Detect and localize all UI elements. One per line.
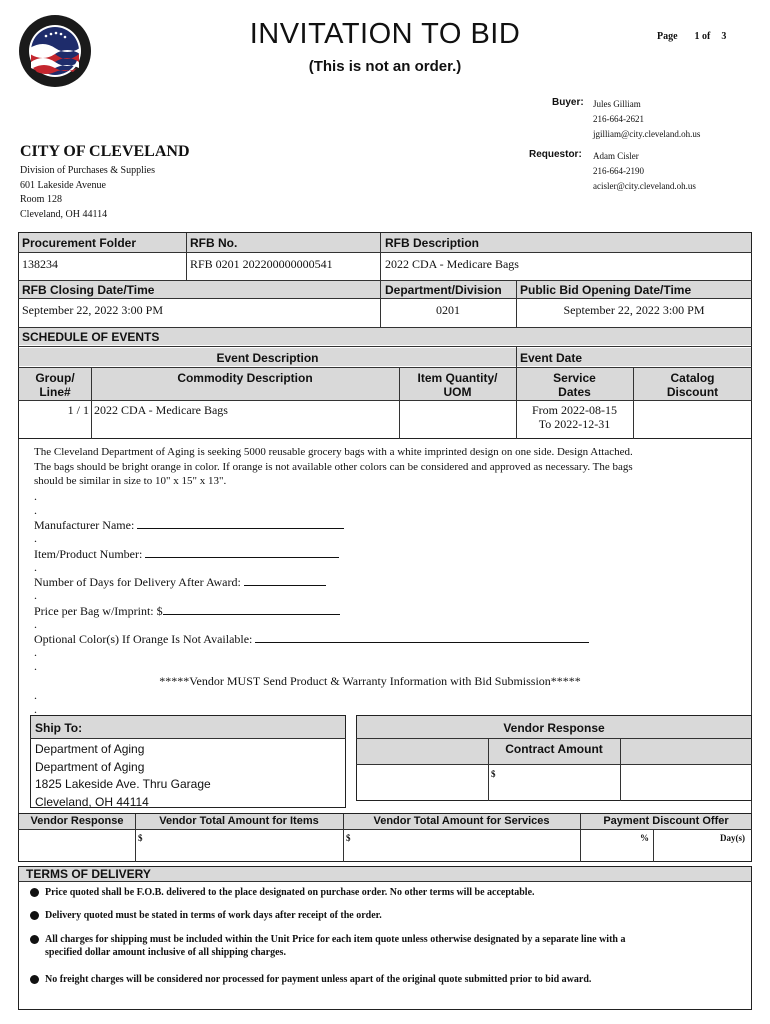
term-delivery-days: Delivery quoted must be stated in terms of work days after receipt of the order.	[45, 910, 382, 921]
description-block	[34, 445, 633, 489]
manufacturer-label: Manufacturer Name:	[34, 518, 135, 532]
opening-label: Public Bid Opening Date/Time	[520, 283, 692, 297]
department-value: 0201	[436, 303, 460, 317]
item-line-number: 1 / 1	[67, 403, 89, 417]
procurement-folder-value: 138234	[22, 257, 58, 271]
bullet-icon	[30, 888, 39, 897]
term-shipping-charges	[45, 933, 625, 959]
ship-to-label: Ship To:	[35, 721, 83, 735]
group-line-header	[19, 371, 91, 399]
rfb-description-value: 2022 CDA - Medicare Bags	[385, 257, 519, 271]
discount-days-input[interactable]	[720, 833, 745, 843]
service-header-line1: Service	[553, 371, 596, 385]
items-dollar-sign: $	[138, 833, 143, 843]
total-items-header: Vendor Total Amount for Items	[159, 815, 319, 827]
page-label: Page	[657, 31, 678, 42]
buyer-name: Jules Gilliam	[593, 99, 641, 109]
contract-dollar-sign: $	[491, 769, 496, 779]
commodity-header: Commodity Description	[177, 371, 313, 385]
org-address1: 601 Lakeside Avenue	[20, 179, 106, 191]
manufacturer-field[interactable]	[34, 516, 344, 533]
org-city: Cleveland, OH 44114	[20, 208, 108, 220]
item-number-field[interactable]	[34, 545, 339, 562]
requestor-label: Requestor:	[529, 149, 582, 160]
page-number: 1 of	[694, 31, 711, 42]
payment-discount-header: Payment Discount Offer	[603, 815, 729, 827]
opening-value: September 22, 2022 3:00 PM	[563, 303, 705, 317]
description-line3: should be similar in size to 10" x 15" x 13".	[34, 475, 227, 487]
quantity-header-line2: UOM	[443, 385, 472, 399]
days-label: Day(s)	[720, 833, 745, 843]
service-dates-header	[516, 371, 633, 399]
spacer-dot: .	[34, 489, 37, 503]
term-shipping-line1: All charges for shipping must be included within the Unit Price for each item quote unless otherwise designated by a separate line with a	[45, 934, 626, 945]
bullet-icon	[30, 935, 39, 944]
item-service-dates	[516, 403, 633, 431]
description-line2: The bags should be bright orange in color. If orange is not available other colors can be considered and approved as necessary. The bags	[34, 460, 633, 473]
catalog-header-line1: Catalog	[670, 371, 715, 385]
item-service-to: To 2022-12-31	[538, 417, 611, 431]
percent-sign: %	[640, 833, 649, 843]
vendor-response-title: Vendor Response	[503, 721, 605, 735]
services-dollar-sign: $	[346, 833, 351, 843]
catalog-header-line2: Discount	[666, 385, 719, 399]
contract-amount-input[interactable]	[491, 769, 496, 779]
buyer-label: Buyer:	[552, 97, 584, 108]
requestor-contact	[593, 149, 696, 194]
closing-value: September 22, 2022 3:00 PM	[22, 303, 163, 317]
ship-to-line4: Cleveland, OH 44114	[35, 794, 149, 809]
event-date-header: Event Date	[520, 351, 583, 365]
procurement-folder-label: Procurement Folder	[22, 236, 137, 250]
price-label: Price per Bag w/Imprint: $	[34, 604, 163, 618]
total-items-input[interactable]	[138, 833, 143, 843]
item-description: 2022 CDA - Medicare Bags	[94, 403, 228, 417]
bullet-icon	[30, 911, 39, 920]
org-address	[20, 164, 155, 222]
delivery-days-blank[interactable]	[244, 573, 326, 586]
vendor-must-note: *****Vendor MUST Send Product & Warranty Information with Bid Submission*****	[159, 674, 581, 688]
department-label: Department/Division	[385, 283, 502, 297]
page-total: 3	[721, 31, 727, 42]
manufacturer-blank[interactable]	[137, 516, 344, 529]
group-header-line1: Group/	[35, 371, 75, 385]
terms-title: TERMS OF DELIVERY	[26, 867, 151, 881]
ship-to-line2: Department of Aging	[35, 759, 145, 774]
quantity-header	[399, 371, 516, 399]
contract-amount-label: Contract Amount	[505, 742, 603, 756]
page-title: INVITATION TO BID	[249, 18, 521, 50]
service-header-line2: Dates	[558, 385, 591, 399]
item-service-from: From 2022-08-15	[532, 403, 617, 417]
price-blank[interactable]	[163, 602, 340, 615]
buyer-phone: 216-664-2621	[593, 114, 644, 124]
ship-to-address	[35, 741, 211, 811]
term-fob: Price quoted shall be F.O.B. delivered to the place designated on purchase order. No other terms will be acceptable.	[45, 887, 535, 898]
spacer-dot: .	[34, 560, 37, 574]
spacer-dot: .	[34, 702, 37, 716]
event-description-header: Event Description	[216, 351, 319, 365]
page-subtitle: (This is not an order.)	[308, 58, 462, 75]
spacer-dot: .	[34, 531, 37, 545]
requestor-phone: 216-664-2190	[593, 166, 644, 176]
schedule-title: SCHEDULE OF EVENTS	[22, 330, 160, 344]
ship-to-line1: Department of Aging	[35, 742, 145, 756]
term-shipping-line2: specified dollar amount inclusive of all shipping charges.	[45, 947, 286, 958]
optional-color-label: Optional Color(s) If Orange Is Not Available:	[34, 632, 253, 646]
delivery-days-label: Number of Days for Delivery After Award:	[34, 575, 241, 589]
item-number-label: Item/Product Number:	[34, 547, 143, 561]
ship-to-line3: 1825 Lakeside Ave. Thru Garage	[35, 777, 211, 791]
optional-color-blank[interactable]	[255, 630, 589, 643]
rfb-description-label: RFB Description	[385, 236, 480, 250]
totals-vendor-response-header: Vendor Response	[30, 815, 124, 827]
org-address2: Room 128	[20, 194, 62, 205]
rfb-no-label: RFB No.	[190, 236, 238, 250]
org-division: Division of Purchases & Supplies	[20, 165, 155, 176]
org-name: CITY OF CLEVELAND	[20, 143, 190, 160]
spacer-dot: .	[34, 503, 37, 517]
bullet-icon	[30, 975, 39, 984]
total-services-input[interactable]	[346, 833, 351, 843]
catalog-discount-header	[633, 371, 752, 399]
buyer-email: jgilliam@city.cleveland.oh.us	[593, 129, 701, 139]
total-services-header: Vendor Total Amount for Services	[373, 815, 550, 827]
delivery-days-field[interactable]	[34, 573, 326, 590]
rfb-no-value: RFB 0201 202200000000541	[190, 257, 333, 271]
spacer-dot: .	[34, 617, 37, 631]
spacer-dot: .	[34, 688, 37, 702]
group-header-line2: Line#	[39, 385, 71, 399]
buyer-contact	[593, 97, 700, 142]
spacer-dot: .	[34, 645, 37, 659]
price-field[interactable]	[34, 602, 340, 619]
optional-color-field[interactable]	[34, 630, 589, 647]
requestor-name: Adam Cisler	[593, 151, 639, 161]
spacer-dot: .	[34, 659, 37, 673]
closing-label: RFB Closing Date/Time	[22, 283, 155, 297]
quantity-header-line1: Item Quantity/	[417, 371, 498, 385]
spacer-dot: .	[34, 588, 37, 602]
item-number-blank[interactable]	[145, 545, 339, 558]
description-line1: The Cleveland Department of Aging is seeking 5000 reusable grocery bags with a white imprinted design on one side. Design Attached.	[34, 446, 633, 458]
term-freight: No freight charges will be considered nor processed for payment unless apart of the original quote submitted prior to bid award.	[45, 974, 592, 985]
discount-percent-input[interactable]	[640, 833, 649, 843]
requestor-email: acisler@city.cleveland.oh.us	[593, 181, 696, 191]
page-counter	[657, 31, 726, 42]
